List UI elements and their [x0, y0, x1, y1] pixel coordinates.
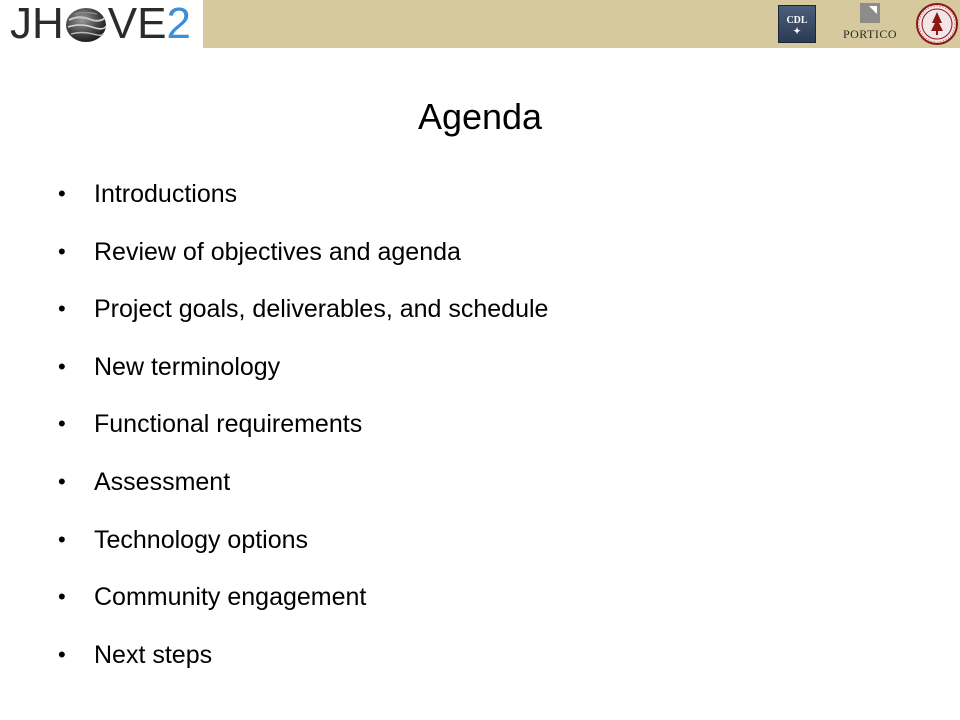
- agenda-item-text: Assessment: [94, 467, 231, 496]
- logo-version: 2: [166, 0, 191, 48]
- list-item: [58, 635, 918, 693]
- agenda-item-text: Community engagement: [94, 583, 367, 612]
- list-item: [58, 347, 918, 405]
- logo-prefix: JH: [10, 0, 64, 48]
- list-item: [58, 520, 918, 578]
- list-item: [58, 232, 918, 290]
- logo-suffix: VE: [107, 0, 167, 48]
- agenda-list: [58, 174, 918, 692]
- agenda-item-text: Review of objectives and agenda: [94, 237, 461, 266]
- bullet-icon: •: [58, 584, 66, 610]
- bullet-icon: •: [58, 238, 66, 264]
- list-item: [58, 577, 918, 635]
- agenda-item-text: Functional requirements: [94, 410, 363, 439]
- list-item: [58, 462, 918, 520]
- portico-logo-icon: [834, 3, 906, 45]
- bullet-icon: •: [58, 296, 66, 322]
- list-item: [58, 174, 918, 232]
- university-seal-icon: [916, 3, 958, 45]
- cdl-logo-text: CDL: [786, 15, 808, 26]
- agenda-item-text: Introductions: [94, 180, 238, 208]
- cdl-logo-icon: [778, 5, 816, 43]
- bullet-icon: •: [58, 526, 66, 552]
- bullet-icon: •: [58, 468, 66, 494]
- globe-icon: [65, 6, 107, 44]
- cdl-star-icon: ✦: [793, 26, 801, 36]
- bullet-icon: •: [58, 353, 66, 379]
- slide-title: Agenda: [417, 96, 543, 137]
- bullet-icon: •: [58, 411, 66, 437]
- portico-mark-icon: [860, 3, 880, 23]
- agenda-item-text: Project goals, deliverables, and schedule: [94, 295, 549, 324]
- agenda-item-text: Technology options: [94, 525, 309, 554]
- agenda-item-text: Next steps: [94, 640, 213, 669]
- bullet-icon: •: [58, 181, 66, 206]
- jhove2-logo: [10, 0, 191, 48]
- agenda-item-text: New terminology: [94, 352, 281, 381]
- bullet-icon: •: [58, 641, 66, 667]
- list-item: [58, 289, 918, 347]
- list-item: [58, 404, 918, 462]
- portico-logo-text: PORTICO: [842, 27, 898, 41]
